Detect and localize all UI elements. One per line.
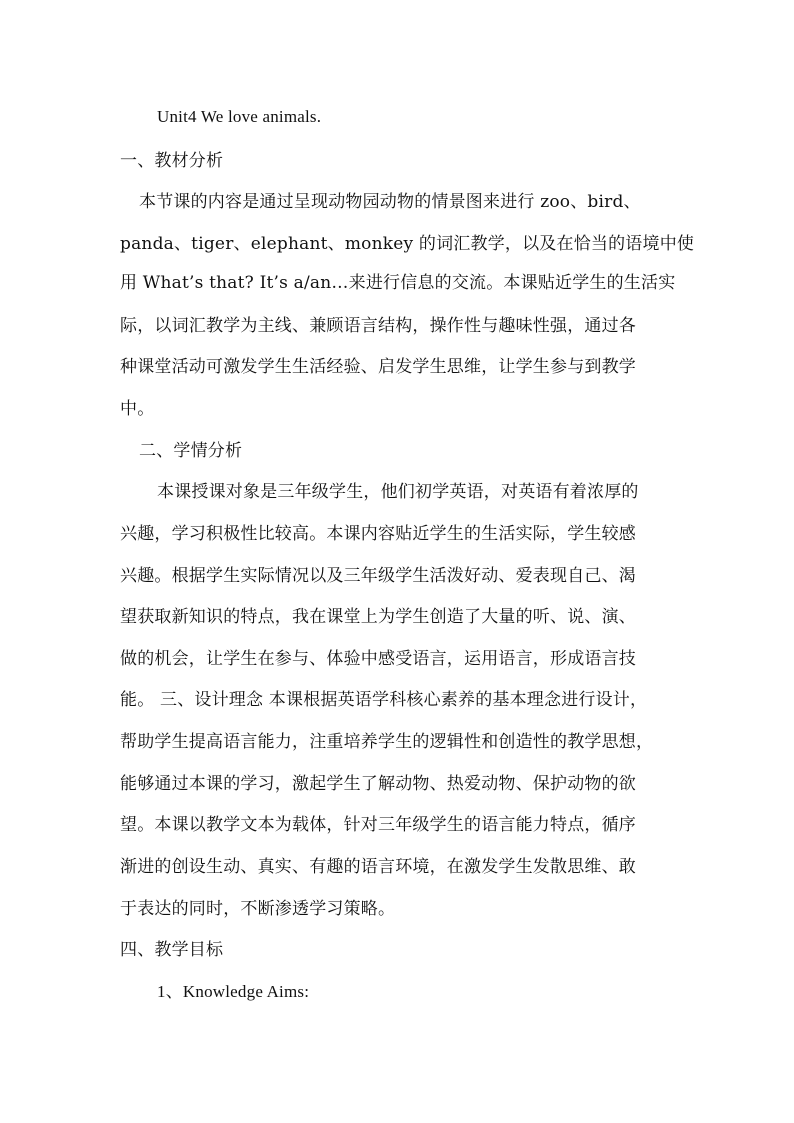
document-title: Unit4 We love animals. [157,107,322,126]
section-heading-teaching-objectives: 四、教学目标 [120,940,224,960]
paragraph-line: 兴趣，学习积极性比较高。本课内容贴近学生的生活实际，学生较感 [120,524,636,544]
paragraph-line: 做的机会，让学生在参与、体验中感受语言，运用语言，形成语言技 [120,649,636,669]
paragraph-line: 于表达的同时，不断渗透学习策略。 [120,899,396,919]
paragraph-line: 帮助学生提高语言能力，注重培养学生的逻辑性和创造性的教学思想， [120,732,654,752]
paragraph-line: 能够通过本课的学习，激起学生了解动物、热爱动物、保护动物的欲 [120,774,636,794]
paragraph-line: 望。本课以教学文本为载体，针对三年级学生的语言能力特点，循序 [120,815,636,835]
paragraph-line: 渐进的创设生动、真实、有趣的语言环境，在激发学生发散思维、敢 [120,857,636,877]
section-heading-textbook-analysis: 一、教材分析 [120,151,224,171]
paragraph-line: 望获取新知识的特点，我在课堂上为学生创造了大量的听、说、演、 [120,607,636,627]
section-heading-student-analysis: 二、学情分析 [139,441,243,461]
paragraph-line: 际，以词汇教学为主线、兼顾语言结构，操作性与趣味性强，通过各 [120,316,636,336]
paragraph-line: 能。 三、设计理念 本课根据英语学科核心素养的基本理念进行设计， [120,690,648,710]
paragraph-line: 种课堂活动可激发学生生活经验、启发学生思维，让学生参与到教学 [120,357,636,377]
paragraph-line: 本节课的内容是通过呈现动物园动物的情景图来进行 zoo、bird、 [139,192,641,212]
paragraph-line: 兴趣。根据学生实际情况以及三年级学生活泼好动、爱表现自己、渴 [120,566,636,586]
subheading-knowledge-aims: 1、Knowledge Aims: [157,982,310,1001]
paragraph-line: 本课授课对象是三年级学生，他们初学英语，对英语有着浓厚的 [157,482,639,502]
paragraph-line: panda、tiger、elephant、monkey 的词汇教学，以及在恰当的语境中使 [120,234,695,254]
paragraph-line: 用 What’s that? It’s a/an…来进行信息的交流。本课贴近学生的生活实 [120,273,676,293]
paragraph-line: 中。 [120,399,155,419]
